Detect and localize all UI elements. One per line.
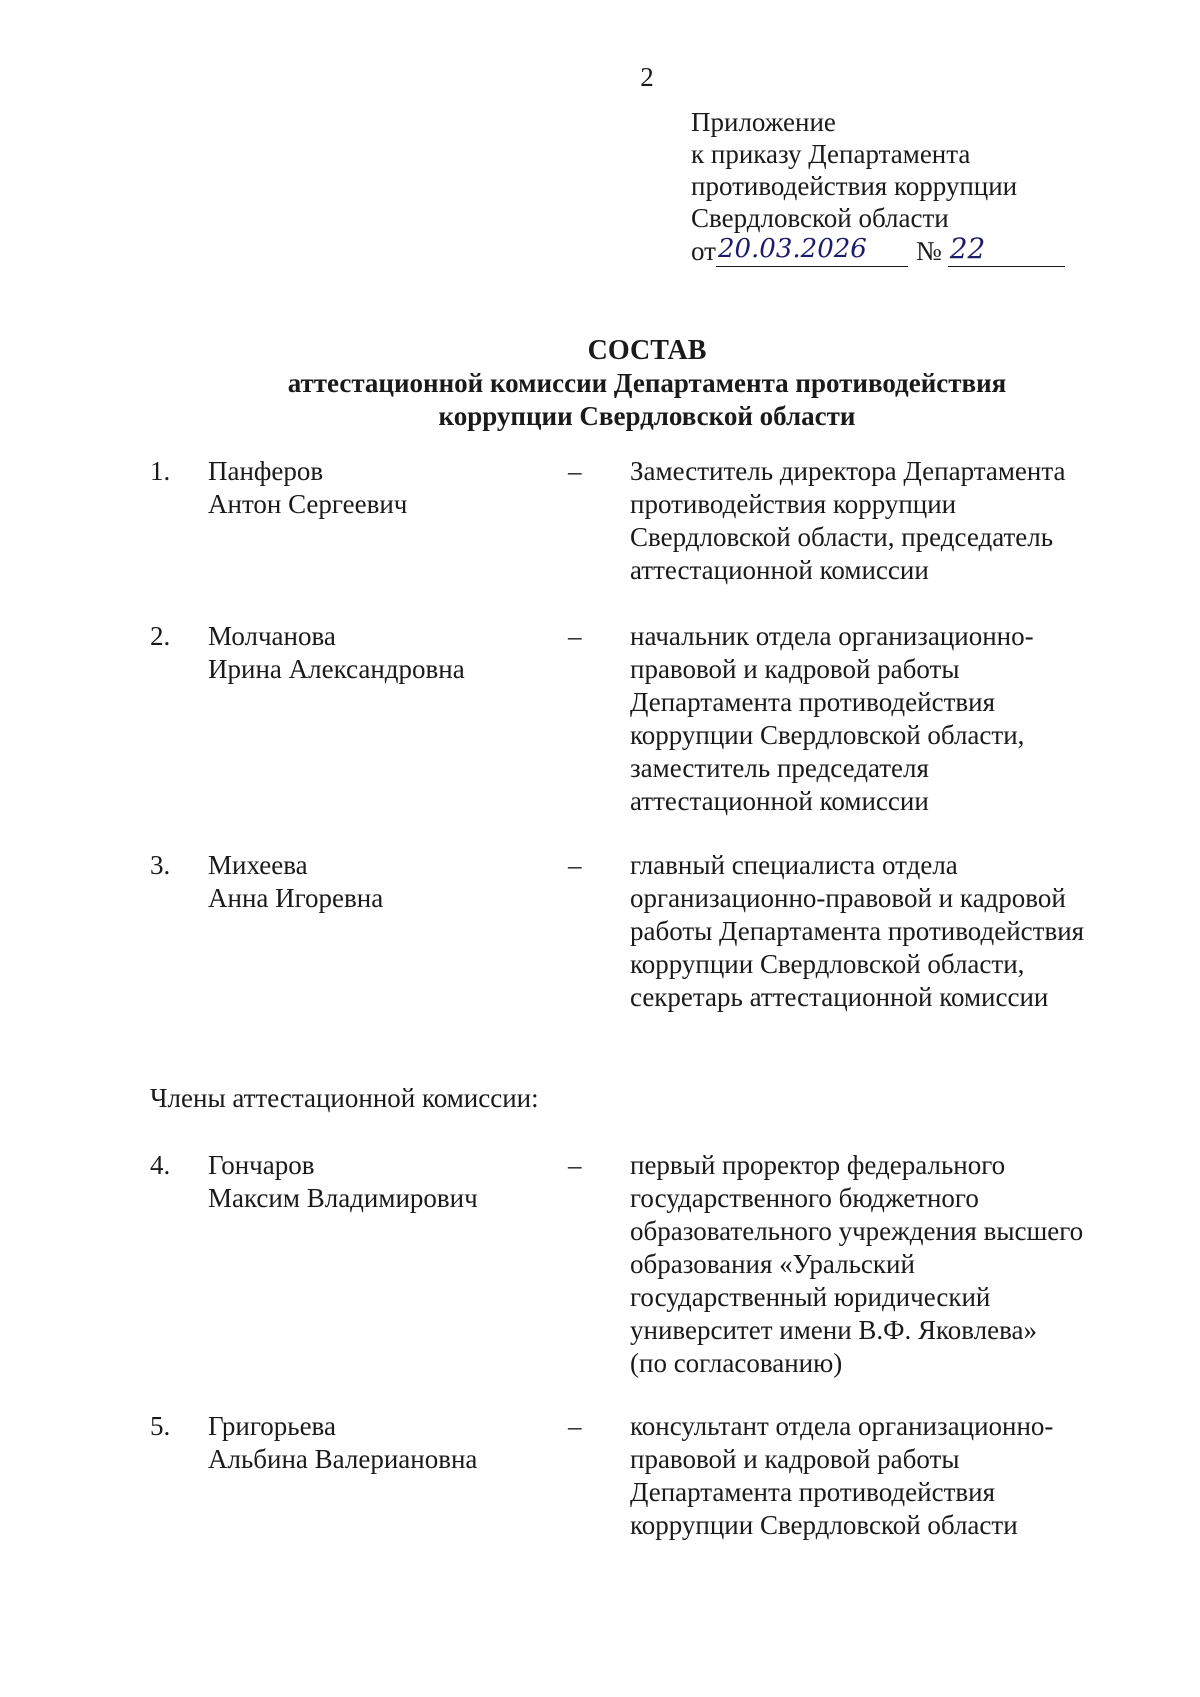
member-number: 3. bbox=[150, 850, 171, 880]
member-name bbox=[208, 455, 568, 521]
role-line: главный специалиста отдела bbox=[630, 850, 958, 880]
role-line: образования «Уральский bbox=[630, 1249, 915, 1279]
dash: – bbox=[568, 621, 582, 651]
member-given-name: Альбина Валериановна bbox=[208, 1444, 478, 1474]
member-given-name: Антон Сергеевич bbox=[208, 489, 408, 519]
number-label: № bbox=[915, 236, 942, 266]
role-line: аттестационной комиссии bbox=[630, 786, 929, 816]
member-number: 1. bbox=[150, 456, 171, 486]
role-line: работы Департамента противодействия bbox=[630, 916, 1085, 946]
dash: – bbox=[568, 1150, 582, 1180]
date-prefix: от bbox=[691, 236, 716, 266]
member-surname: Панферов bbox=[208, 456, 324, 486]
role-line: Заместитель директора Департамента bbox=[630, 456, 1066, 486]
dash: – bbox=[568, 1411, 582, 1441]
member-surname: Гончаров bbox=[208, 1150, 315, 1180]
member-role bbox=[630, 455, 1110, 587]
handwritten-number: 22 bbox=[948, 234, 1065, 267]
member-number: 4. bbox=[150, 1150, 171, 1180]
role-line: начальник отдела организационно- bbox=[630, 621, 1034, 651]
member-surname: Григорьева bbox=[208, 1411, 336, 1441]
appendix-line: к приказу Департамента bbox=[691, 139, 971, 169]
member-role bbox=[630, 1410, 1110, 1542]
order-date-number bbox=[691, 234, 1065, 267]
member-given-name: Анна Игоревна bbox=[208, 883, 384, 913]
members-heading: Члены аттестационной комиссии: bbox=[150, 1083, 539, 1113]
role-line: коррупции Свердловской области, bbox=[630, 949, 1025, 979]
role-line: коррупции Свердловской области, bbox=[630, 720, 1025, 750]
title-sub-line: аттестационной комиссии Департамента противодействия bbox=[287, 368, 1007, 398]
document-title bbox=[0, 334, 1200, 433]
member-row bbox=[150, 849, 1100, 1014]
page-number: 2 bbox=[640, 62, 654, 92]
member-number: 2. bbox=[150, 621, 171, 651]
member-row bbox=[150, 1149, 1100, 1380]
role-line: (по согласованию) bbox=[630, 1348, 843, 1378]
role-line: консультант отдела организационно- bbox=[630, 1411, 1054, 1441]
role-line: Департамента противодействия bbox=[630, 687, 996, 717]
role-line: противодействия коррупции bbox=[630, 489, 957, 519]
member-given-name: Ирина Александровна bbox=[208, 654, 465, 684]
appendix-line: Приложение bbox=[691, 107, 836, 137]
handwritten-date: 20.03.2026 bbox=[716, 234, 908, 267]
role-line: государственного бюджетного bbox=[630, 1183, 979, 1213]
member-role bbox=[630, 620, 1110, 818]
member-surname: Михеева bbox=[208, 850, 308, 880]
title-main: СОСТАВ bbox=[587, 335, 707, 366]
role-line: образовательного учреждения высшего bbox=[630, 1216, 1084, 1246]
member-row bbox=[150, 620, 1100, 818]
role-line: первый проректор федерального bbox=[630, 1150, 1006, 1180]
role-line: Департамента противодействия bbox=[630, 1477, 996, 1507]
member-role bbox=[630, 1149, 1110, 1380]
role-line: правовой и кадровой работы bbox=[630, 654, 960, 684]
role-line: организационно-правовой и кадровой bbox=[630, 883, 1066, 913]
role-line: секретарь аттестационной комиссии bbox=[630, 982, 1049, 1012]
member-role bbox=[630, 849, 1110, 1014]
member-surname: Молчанова bbox=[208, 621, 336, 651]
member-name bbox=[208, 849, 568, 915]
appendix-line: Свердловской области bbox=[691, 203, 949, 233]
dash: – bbox=[568, 456, 582, 486]
member-name bbox=[208, 620, 568, 686]
member-name bbox=[208, 1410, 568, 1476]
member-row bbox=[150, 455, 1100, 587]
role-line: Свердловской области, председатель bbox=[630, 522, 1054, 552]
role-line: университет имени В.Ф. Яковлева» bbox=[630, 1315, 1037, 1345]
member-row bbox=[150, 1410, 1100, 1542]
role-line: государственный юридический bbox=[630, 1282, 991, 1312]
role-line: правовой и кадровой работы bbox=[630, 1444, 960, 1474]
member-given-name: Максим Владимирович bbox=[208, 1183, 478, 1213]
role-line: коррупции Свердловской области bbox=[630, 1510, 1018, 1540]
member-name bbox=[208, 1149, 568, 1215]
role-line: заместитель председателя bbox=[630, 753, 929, 783]
member-number: 5. bbox=[150, 1411, 171, 1441]
appendix-header bbox=[691, 106, 1065, 267]
appendix-line: противодействия коррупции bbox=[691, 171, 1018, 201]
dash: – bbox=[568, 850, 582, 880]
role-line: аттестационной комиссии bbox=[630, 555, 929, 585]
title-sub-line: коррупции Свердловской области bbox=[438, 401, 856, 431]
